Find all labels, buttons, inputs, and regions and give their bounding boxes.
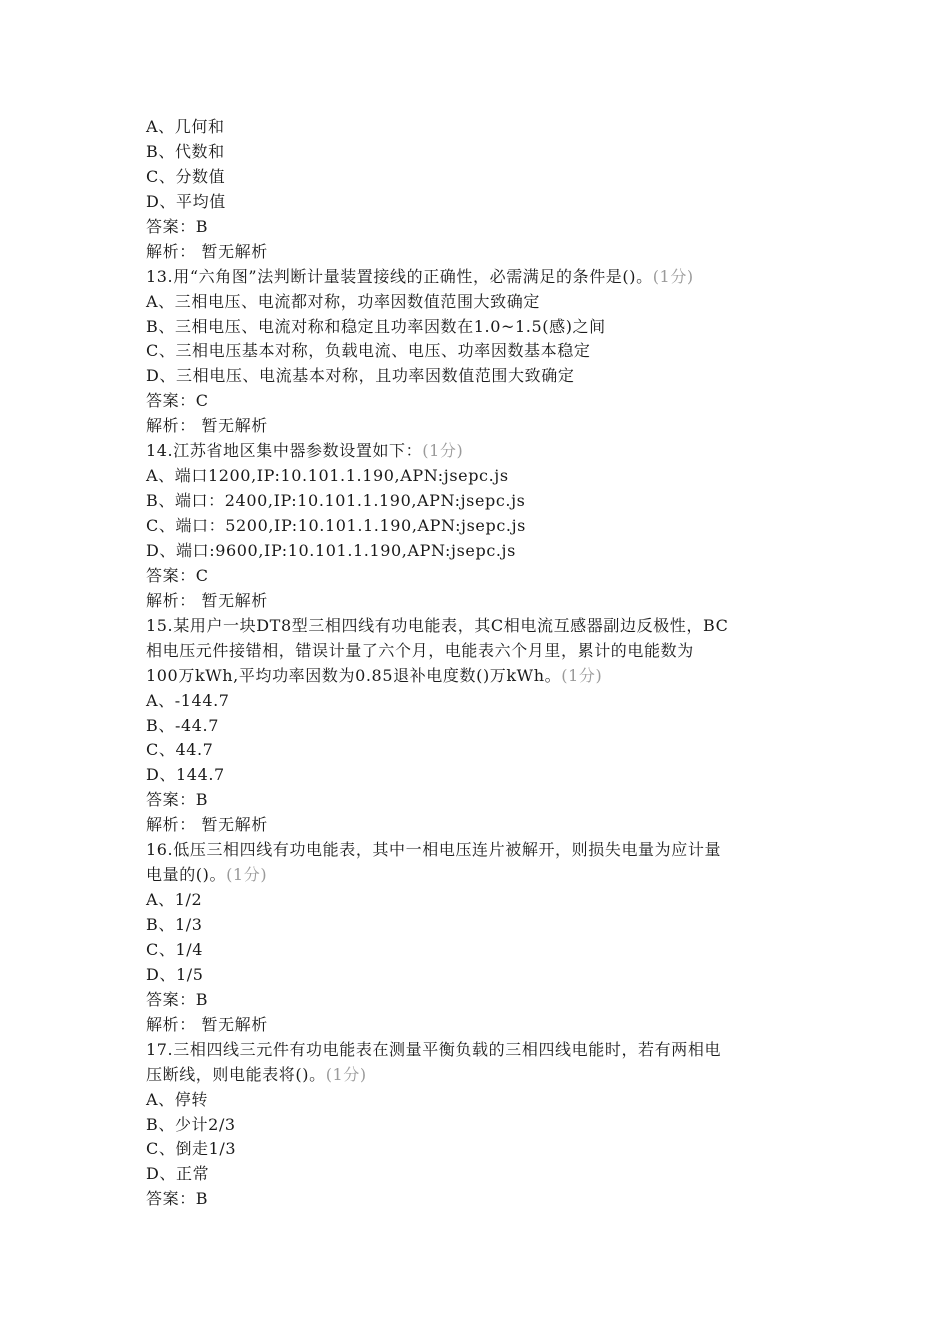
question-stem-line-1: 15.某用户一块DT8型三相四线有功电能表，其C相电流互感器副边反极性，BC [146,615,729,635]
question-stem-line-1: 16.低压三相四线有功电能表，其中一相电压连片被解开，则损失电量为应计量 [146,840,722,860]
score-label: (1分) [325,1064,367,1084]
question-stem [146,265,816,290]
option-c: C、44.7 [146,740,214,760]
option-d: D、平均值 [146,191,226,211]
stem-text: 14.江苏省地区集中器参数设置如下： [146,441,423,461]
question-17 [146,1038,816,1213]
analysis: 解析： 暂无解析 [146,416,268,436]
analysis: 解析： 暂无解析 [146,1014,268,1034]
option-d: D、正常 [146,1164,210,1184]
option-c: C、端口：5200,IP:10.101.1.190,APN:jsepc.js [146,516,526,535]
option-c: C、1/4 [146,939,203,959]
question-stem-line-2: 相电压元件接错相，错误计量了六个月，电能表六个月里，累计的电能数为 [146,640,694,660]
option-b: B、代数和 [146,141,225,161]
question-stem [146,439,816,464]
answer: 答案：B [146,216,209,236]
score-label: (1分) [652,266,694,286]
answer: 答案：B [146,1189,209,1209]
answer: 答案：B [146,989,209,1009]
option-a: A、几何和 [146,117,225,136]
question-stem-line-1: 17.三相四线三元件有功电能表在测量平衡负载的三相四线电能时，若有两相电 [146,1039,722,1059]
option-c: C、三相电压基本对称，负载电流、电压、功率因数基本稳定 [146,341,591,361]
analysis: 解析： 暂无解析 [146,815,268,835]
option-b: B、-44.7 [146,715,219,735]
analysis: 解析： 暂无解析 [146,590,268,610]
score-label: (1分) [422,441,464,461]
question-14 [146,439,816,614]
question-stem-line-2 [146,1063,816,1088]
option-c: C、分数值 [146,166,226,186]
stem-text: 13.用“六角图”法判断计量装置接线的正确性，必需满足的条件是()。 [146,266,653,286]
stem-text: 电量的()。 [146,865,227,885]
question-15 [146,614,816,838]
answer: 答案：C [146,391,209,411]
option-d: D、144.7 [146,765,225,785]
answer: 答案：C [146,565,209,585]
option-c: C、倒走1/3 [146,1139,237,1159]
stem-text: 100万kWh,平均功率因数为0.85退补电度数()万kWh。 [146,665,562,685]
answer: 答案：B [146,790,209,810]
score-label: (1分) [226,865,268,885]
option-a: A、停转 [146,1089,208,1109]
question-13 [146,265,816,440]
option-a: A、1/2 [146,890,203,910]
option-d: D、1/5 [146,964,204,984]
option-d: D、三相电压、电流基本对称，且功率因数值范围大致确定 [146,366,575,386]
analysis: 解析： 暂无解析 [146,241,268,261]
option-a: A、-144.7 [146,690,230,710]
score-label: (1分) [561,665,603,685]
option-b: B、端口：2400,IP:10.101.1.190,APN:jsepc.js [146,491,526,511]
document-body [146,115,816,1212]
question-stem-line-2 [146,863,816,888]
option-d: D、端口:9600,IP:10.101.1.190,APN:jsepc.js [146,540,516,560]
question-stem-line-3 [146,664,816,689]
option-a: A、端口1200,IP:10.101.1.190,APN:jsepc.js [146,466,509,486]
question-12-continuation [146,115,816,265]
option-a: A、三相电压、电流都对称，功率因数值范围大致确定 [146,291,540,311]
option-b: B、1/3 [146,915,203,934]
stem-text: 压断线，则电能表将()。 [146,1064,326,1084]
option-b: B、少计2/3 [146,1114,236,1134]
question-16 [146,838,816,1038]
option-b: B、三相电压、电流对称和稳定且功率因数在1.0~1.5(感)之间 [146,316,606,336]
